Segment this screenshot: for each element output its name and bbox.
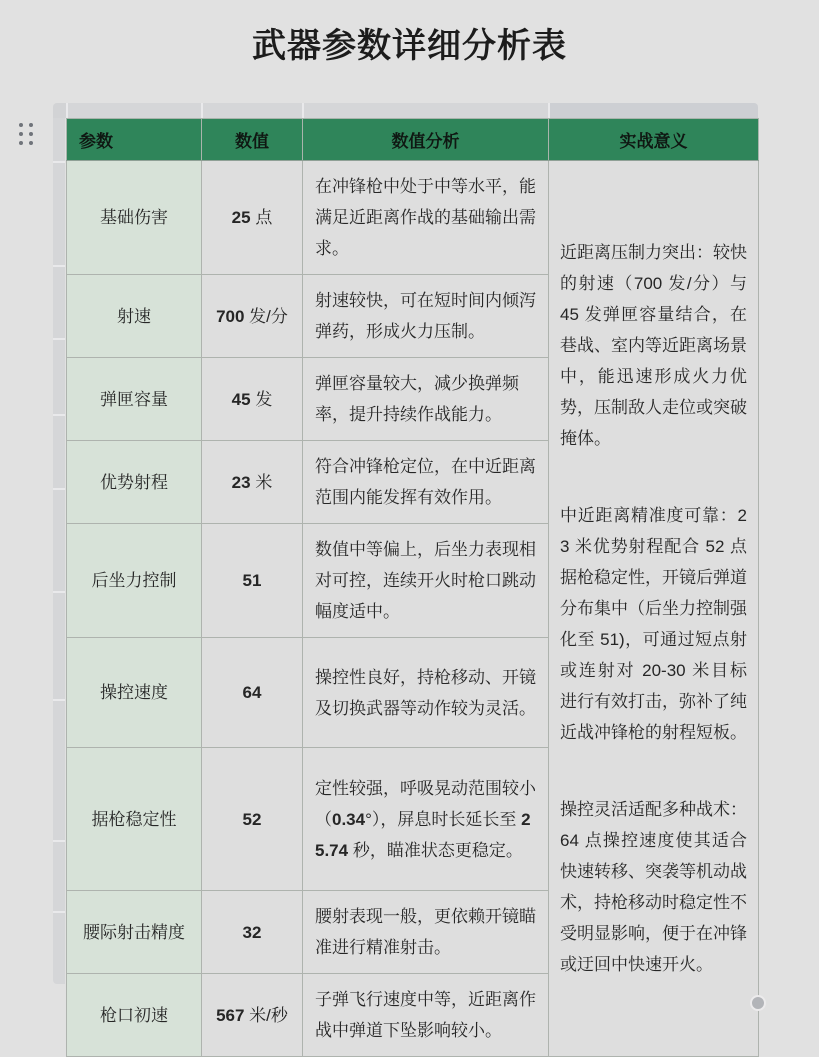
value-cell[interactable]: 45 发 xyxy=(202,358,303,441)
value-cell[interactable]: 567 米/秒 xyxy=(202,974,303,1057)
analysis-cell[interactable]: 射速较快，可在短时间内倾泻弹药，形成火力压制。 xyxy=(303,275,549,358)
column-selector-segment[interactable] xyxy=(201,103,302,118)
value-cell[interactable]: 52 xyxy=(202,748,303,891)
param-cell[interactable]: 操控速度 xyxy=(67,638,202,748)
table-left-gutter[interactable] xyxy=(53,118,65,984)
column-selector-segment[interactable] xyxy=(302,103,548,118)
analysis-cell[interactable]: 腰射表现一般，更依赖开镜瞄准进行精准射击。 xyxy=(303,891,549,974)
row-selector-segment[interactable] xyxy=(53,265,65,338)
column-header-significance[interactable]: 实战意义 xyxy=(549,119,759,161)
value-cell[interactable]: 51 xyxy=(202,524,303,638)
row-selector-segment[interactable] xyxy=(53,488,65,591)
drag-handle-icon[interactable] xyxy=(19,123,33,145)
value-cell[interactable]: 700 发/分 xyxy=(202,275,303,358)
column-header-value[interactable]: 数值 xyxy=(202,119,303,161)
param-cell[interactable]: 腰际射击精度 xyxy=(67,891,202,974)
significance-cell[interactable] xyxy=(549,161,759,1057)
column-selector-segment[interactable] xyxy=(66,103,201,118)
row-selector-segment[interactable] xyxy=(53,591,65,699)
value-cell[interactable]: 64 xyxy=(202,638,303,748)
row-selector-segment[interactable] xyxy=(53,338,65,414)
row-selector-segment[interactable] xyxy=(53,840,65,911)
table-row xyxy=(67,161,759,275)
analysis-cell[interactable]: 数值中等偏上，后坐力表现相对可控，连续开火时枪口跳动幅度适中。 xyxy=(303,524,549,638)
param-cell[interactable]: 后坐力控制 xyxy=(67,524,202,638)
param-cell[interactable]: 据枪稳定性 xyxy=(67,748,202,891)
analysis-cell[interactable]: 定性较强，呼吸晃动范围较小（0.34°），屏息时长延长至 25.74 秒，瞄准状态更稳定。 xyxy=(303,748,549,891)
param-cell[interactable]: 枪口初速 xyxy=(67,974,202,1057)
value-cell[interactable]: 23 米 xyxy=(202,441,303,524)
param-cell[interactable]: 优势射程 xyxy=(67,441,202,524)
table-top-gutter[interactable] xyxy=(53,103,758,118)
param-cell[interactable]: 基础伤害 xyxy=(67,161,202,275)
significance-paragraph: 中近距离精准度可靠：23 米优势射程配合 52 点据枪稳定性，开镜后弹道分布集中（后坐力控制强化至 51)，可通过短点射或连射对 20-30 米目标进行有效打击，弥补了纯近战冲锋枪的射程短板。 xyxy=(560,506,747,742)
param-cell[interactable]: 射速 xyxy=(67,275,202,358)
row-selector-segment[interactable] xyxy=(53,699,65,840)
column-header-analysis[interactable]: 数值分析 xyxy=(303,119,549,161)
analysis-cell[interactable]: 子弹飞行速度中等，近距离作战中弹道下坠影响较小。 xyxy=(303,974,549,1057)
gutter-corner[interactable] xyxy=(53,103,66,118)
analysis-cell[interactable]: 符合冲锋枪定位，在中近距离范围内能发挥有效作用。 xyxy=(303,441,549,524)
row-selector-segment[interactable] xyxy=(53,414,65,488)
value-cell[interactable]: 25 点 xyxy=(202,161,303,275)
analysis-cell[interactable]: 弹匣容量较大，减少换弹频率，提升持续作战能力。 xyxy=(303,358,549,441)
row-selector-segment[interactable] xyxy=(53,161,65,265)
analysis-cell[interactable]: 操控性良好，持枪移动、开镜及切换武器等动作较为灵活。 xyxy=(303,638,549,748)
table-body xyxy=(67,161,759,1057)
significance-paragraph: 操控灵活适配多种战术：64 点操控速度使其适合快速转移、突袭等机动战术，持枪移动时稳定性不受明显影响，便于在冲锋或迂回中快速开火。 xyxy=(560,800,747,974)
param-cell[interactable]: 弹匣容量 xyxy=(67,358,202,441)
analysis-cell[interactable]: 在冲锋枪中处于中等水平，能满足近距离作战的基础输出需求。 xyxy=(303,161,549,275)
row-selector-segment[interactable] xyxy=(53,118,65,161)
value-cell[interactable]: 32 xyxy=(202,891,303,974)
column-selector-segment[interactable] xyxy=(548,103,758,118)
row-selector-segment[interactable] xyxy=(53,911,65,984)
table-resize-handle[interactable] xyxy=(750,995,766,1011)
weapon-parameter-table xyxy=(66,118,759,1057)
significance-paragraph: 近距离压制力突出：较快的射速（700 发/分）与 45 发弹匣容量结合，在巷战、室内等近距离场景中，能迅速形成火力优势，压制敌人走位或突破掩体。 xyxy=(560,243,747,448)
column-header-param[interactable]: 参数 xyxy=(67,119,202,161)
page-title: 武器参数详细分析表 xyxy=(252,27,567,65)
header-row xyxy=(67,119,759,161)
